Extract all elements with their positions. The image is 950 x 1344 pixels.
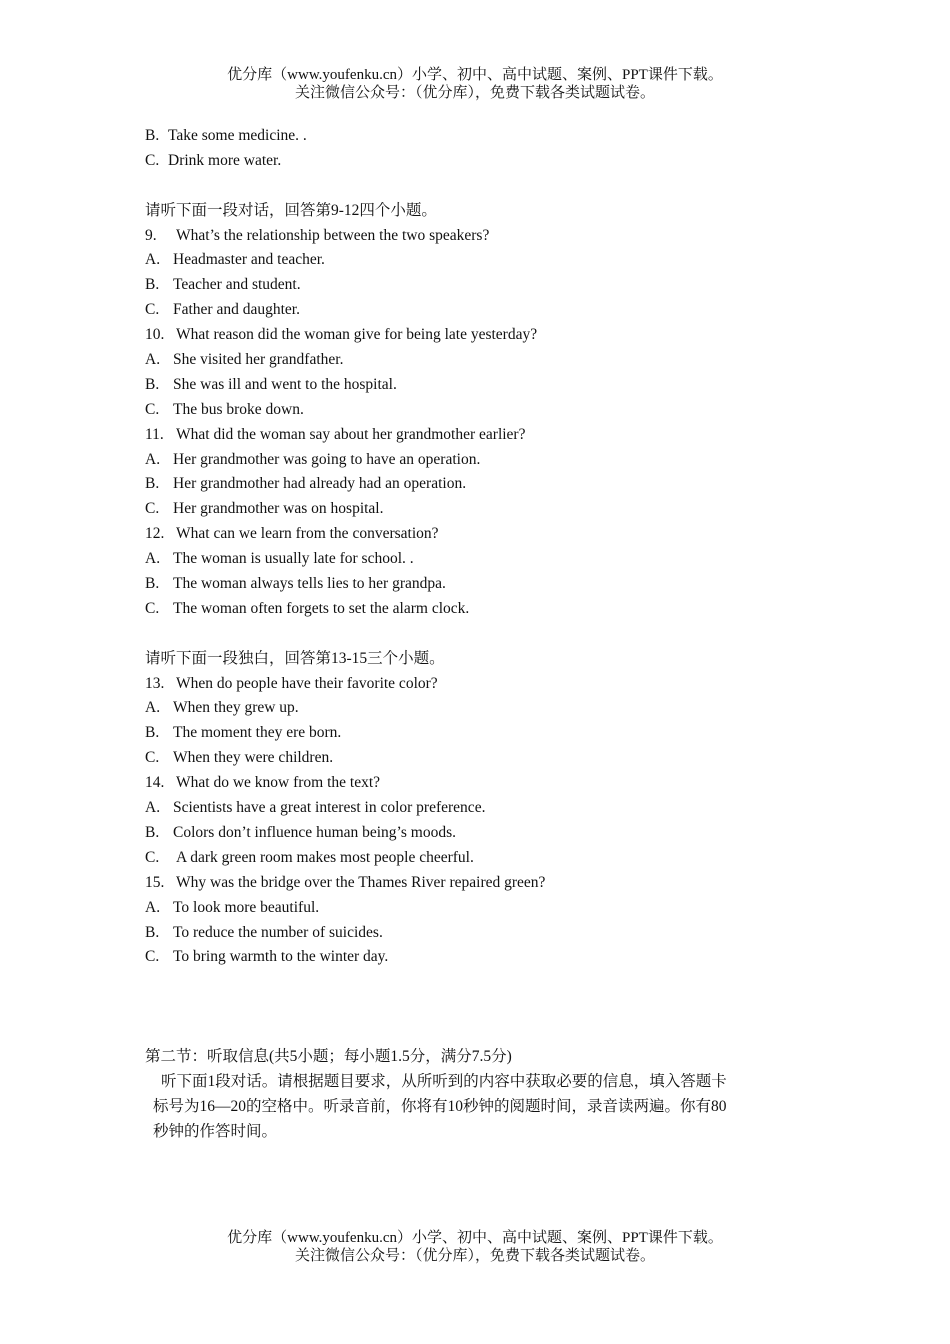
instruction-line: 标号为16—20的空格中。听录音前，你将有10秒钟的阅题时间，录音读两遍。你有80 [153, 1097, 727, 1115]
footer-line-1: 优分库（www.youfenku.cn）小学、初中、高中试题、案例、PPT课件下载。 [227, 1230, 723, 1246]
option-line: A. Her grandmother was going to have an operation. [145, 450, 481, 468]
option-line: C. The bus broke down. [145, 400, 304, 418]
option-line: A. The woman is usually late for school. . [145, 550, 414, 568]
section-intro: 请听下面一段对话，回答第9-12四个小题。 [145, 201, 437, 219]
option-line: C. Father and daughter. [145, 301, 300, 319]
header-line-1: 优分库（www.youfenku.cn）小学、初中、高中试题、案例、PPT课件下载。 [227, 67, 723, 83]
option-line: C. A dark green room makes most people cheerful. [145, 848, 474, 866]
option-line: B. The woman always tells lies to her grandpa. [145, 575, 446, 593]
option-line: C. To bring warmth to the winter day. [145, 948, 389, 966]
option-line: A. When they grew up. [145, 699, 299, 717]
header-line-2: 关注微信公众号：（优分库），免费下载各类试题试卷。 [294, 85, 655, 101]
option-line: B. The moment they ere born. [145, 724, 342, 742]
part-heading: 第二节：听取信息(共5小题；每小题1.5分，满分7.5分) [145, 1047, 512, 1065]
option-line: C. When they were children. [145, 749, 334, 767]
option-line: A. She visited her grandfather. [145, 351, 344, 369]
document-body [145, 124, 805, 1145]
page-footer [0, 1229, 950, 1265]
question-line: 15. Why was the bridge over the Thames River repaired green? [145, 873, 546, 891]
option-line: C. The woman often forgets to set the alarm clock. [145, 599, 470, 617]
section-intro: 请听下面一段独白，回答第13-15三个小题。 [145, 649, 445, 667]
option-line: A. Scientists have a great interest in color preference. [145, 799, 486, 817]
option-line: C. Drink more water. [145, 151, 282, 169]
option-line: B. To reduce the number of suicides. [145, 923, 383, 941]
question-line: 12. What can we learn from the conversation? [145, 525, 439, 543]
option-line: B. She was ill and went to the hospital. [145, 375, 397, 393]
question-line: 13. When do people have their favorite color? [145, 674, 438, 692]
instruction-line: 听下面1段对话。请根据题目要求，从所听到的内容中获取必要的信息，填入答题卡 [161, 1072, 727, 1090]
option-line: A. Headmaster and teacher. [145, 251, 325, 269]
question-line: 11. What did the woman say about her grandmother earlier? [145, 425, 526, 443]
question-line: 14. What do we know from the text? [145, 774, 381, 792]
option-line: B. Take some medicine. . [145, 127, 307, 144]
option-line: B. Teacher and student. [145, 276, 301, 294]
option-line: B. Her grandmother had already had an operation. [145, 475, 467, 493]
option-line: C. Her grandmother was on hospital. [145, 500, 384, 518]
option-line: B. Colors don’t influence human being’s moods. [145, 823, 456, 841]
question-line: 10. What reason did the woman give for being late yesterday? [145, 326, 538, 344]
option-line: A. To look more beautiful. [145, 898, 320, 916]
page-header [0, 66, 950, 102]
instruction-line: 秒钟的作答时间。 [153, 1122, 278, 1140]
footer-line-2: 关注微信公众号：（优分库），免费下载各类试题试卷。 [294, 1248, 655, 1264]
question-line: 9. What’s the relationship between the two speakers? [145, 226, 490, 244]
